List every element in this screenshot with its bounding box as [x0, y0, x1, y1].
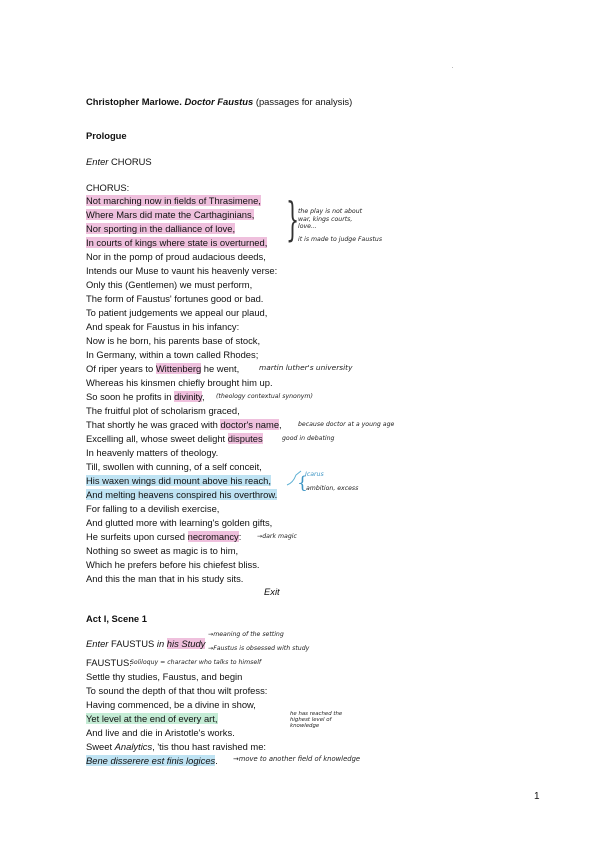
highlight-blue: His waxen wings did mount above his reach, [86, 475, 271, 486]
text-run: , [202, 391, 205, 402]
verse-line: And this the man that in his study sits. [86, 573, 244, 584]
verse-line: Settle thy studies, Faustus, and begin [86, 671, 243, 682]
verse-line [86, 195, 261, 207]
text-run: Excelling all, whose sweet delight [86, 433, 228, 444]
verse-line: The fruitful plot of scholarism graced, [86, 405, 240, 416]
highlight-pink: Not marching now in fields of Thrasimene, [86, 195, 261, 206]
verse-line: Intends our Muse to vaunt his heavenly verse: [86, 265, 278, 276]
text-run: , 'tis thou hast ravished me: [152, 741, 267, 752]
stage-direction-enter-faustus [86, 638, 205, 650]
text-run: Analytics [114, 741, 153, 752]
stage-direction-exit: Exit [264, 586, 280, 597]
verse-line: To patient judgements we appeal our plaud, [86, 307, 268, 318]
verse-line: Which he prefers before his chiefest bliss. [86, 559, 260, 570]
highlight-pink: divinity [174, 391, 203, 402]
highlight-pink: In courts of kings where state is overturned, [86, 237, 268, 248]
highlight-blue: Bene disserere est finis logices [86, 755, 216, 766]
note-text: meaning of the setting [213, 631, 284, 638]
verse-line [86, 531, 241, 543]
handwritten-note [208, 631, 284, 639]
text-run: He surfeits upon cursed [86, 531, 188, 542]
act-heading: Act I, Scene 1 [86, 613, 147, 624]
handwritten-note: Soliloquy = character who talks to himself [130, 659, 262, 666]
verse-line: Now is he born, his parents base of stock, [86, 335, 261, 346]
verse-line: In Germany, within a town called Rhodes; [86, 349, 259, 360]
verse-line [86, 391, 205, 403]
handwritten-note: because doctor at a young age [298, 421, 395, 428]
text-run: in [156, 638, 165, 649]
arrow-icon: → [208, 645, 214, 652]
verse-line: And live and die in Aristotle's works. [86, 727, 235, 738]
verse-line [86, 419, 282, 431]
handwritten-note: ambition, excess [306, 485, 359, 492]
stage-direction-enter-chorus [86, 156, 152, 168]
handwritten-note: good in debating [282, 435, 335, 442]
text-run: Of riper years to [86, 363, 156, 374]
highlight-pink: disputes [227, 433, 263, 444]
handwritten-note [233, 756, 360, 764]
arrow-icon: → [257, 533, 263, 540]
verse-line: In heavenly matters of theology. [86, 447, 219, 458]
arrow-icon: → [233, 755, 239, 763]
brace-annotation: { [297, 473, 308, 493]
note-text: move to another field of knowledge [238, 755, 361, 763]
verse-line: For falling to a devilish exercise, [86, 503, 220, 514]
verse-line: Only this (Gentlemen) we must perform, [86, 279, 253, 290]
highlight-pink: Where Mars did mate the Carthaginians, [86, 209, 255, 220]
verse-line [86, 755, 218, 767]
text-run: , [279, 419, 282, 430]
verse-line [86, 713, 218, 725]
highlight-blue: And melting heavens conspired his overthrow. [86, 489, 278, 500]
subtitle: (passages for analysis) [255, 96, 353, 107]
verse-line [86, 363, 239, 375]
note-text: Faustus is obsessed with study [213, 645, 310, 652]
verse-line: Having commenced, be a divine in show, [86, 699, 256, 710]
verse-line: To sound the depth of that thou wilt profess: [86, 685, 268, 696]
highlight-pink: doctor's name [220, 419, 280, 430]
handwritten-note: it is made to judge Faustus [298, 236, 383, 243]
text-run: That shortly he was graced with [86, 419, 221, 430]
speaker-faustus: FAUSTUS: [86, 657, 132, 668]
brace-annotation: } [286, 192, 300, 246]
verse-line: Nor in the pomp of proud audacious deeds, [86, 251, 266, 262]
text-run: Sweet [86, 741, 115, 752]
author: Christopher Marlowe. [86, 96, 182, 107]
handwritten-note: Icarus [305, 471, 324, 478]
prologue-heading: Prologue [86, 130, 127, 141]
arrow-icon: → [208, 631, 214, 638]
highlight-pink: Nor sporting in the dalliance of love, [86, 223, 236, 234]
enter-word: Enter [86, 156, 109, 167]
verse-line: Nothing so sweet as magic is to him, [86, 545, 239, 556]
verse-line [86, 475, 271, 487]
verse-line [86, 433, 263, 445]
verse-line: Whereas his kinsmen chiefly brought him up. [86, 377, 273, 388]
handwritten-note: martin luther's university [259, 363, 353, 372]
highlight-green: Yet level at the end of every art, [86, 713, 218, 724]
text-run: . [215, 755, 218, 766]
verse-line [86, 223, 235, 235]
speck [452, 67, 453, 68]
speaker-chorus: CHORUS: [86, 182, 130, 193]
verse-line [86, 741, 266, 753]
verse-line: And glutted more with learning's golden gifts, [86, 517, 273, 528]
highlight-pink: necromancy [187, 531, 239, 542]
verse-line [86, 209, 254, 221]
handwritten-note: the play is not about war, kings courts, love... [298, 208, 363, 230]
verse-line: The form of Faustus' fortunes good or bad. [86, 293, 264, 304]
page-number: 1 [534, 791, 540, 802]
work-title: Doctor Faustus [184, 96, 254, 107]
enter-word: Enter [86, 638, 109, 649]
handwritten-note [208, 645, 309, 653]
highlight-pink: Wittenberg [155, 363, 202, 374]
text-run: he went, [201, 363, 240, 374]
handwritten-note: (theology contextual synonym) [216, 393, 313, 400]
handwritten-note [257, 533, 297, 541]
verse-line [86, 237, 267, 249]
character-name: CHORUS [111, 156, 152, 167]
text-run: So soon he profits in [86, 391, 175, 402]
verse-line: Till, swollen with cunning, of a self conceit, [86, 461, 262, 472]
highlight-pink: his Study [166, 638, 206, 649]
verse-line [86, 489, 277, 501]
character-name: FAUSTUS [111, 638, 155, 649]
text-run: : [238, 531, 242, 542]
handwritten-note: he has reached the highest level of knowledge [290, 711, 343, 730]
verse-line: And speak for Faustus in his infancy: [86, 321, 240, 332]
note-text: dark magic [262, 533, 297, 540]
document-title [86, 96, 352, 108]
